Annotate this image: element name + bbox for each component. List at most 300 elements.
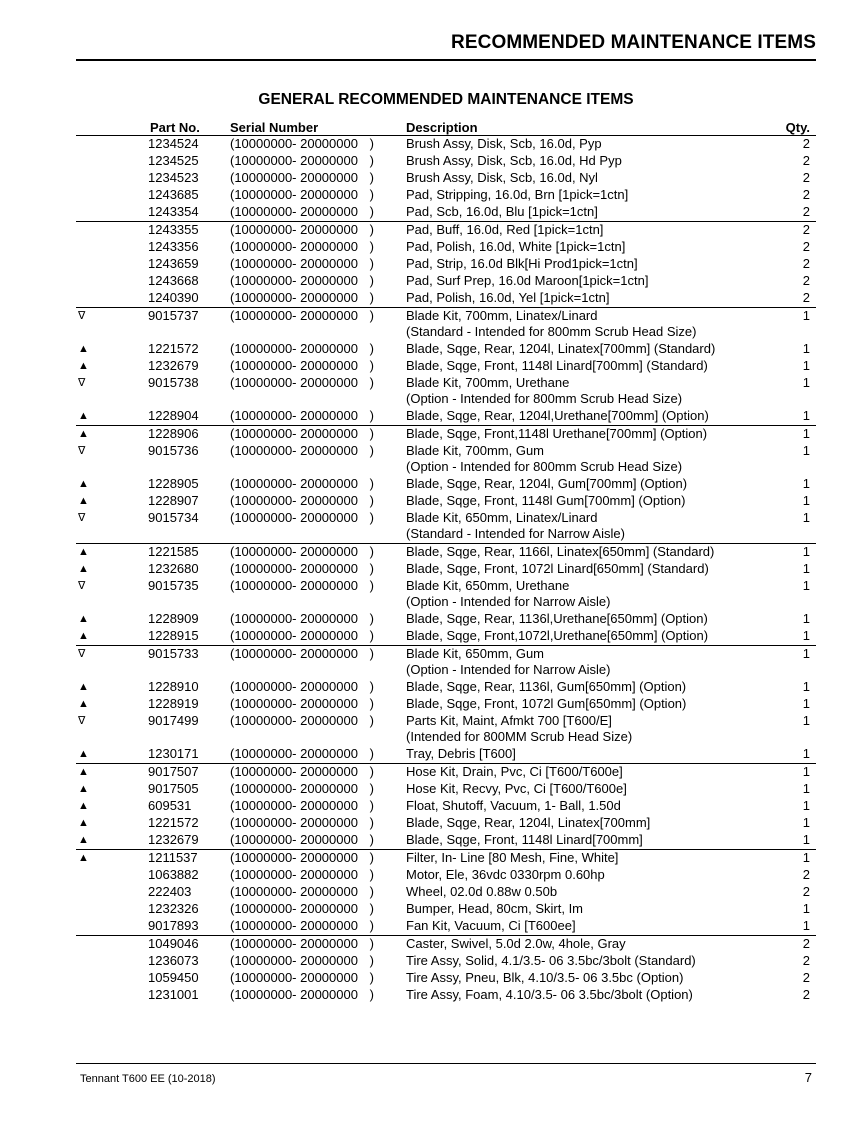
table-row <box>76 628 816 646</box>
table-row <box>76 970 816 987</box>
part-number: 1234523 <box>148 170 199 185</box>
serial-range: (10000000- 20000000 <box>230 936 358 951</box>
kit-marker-icon: ∇ <box>78 377 86 389</box>
kit-marker-icon: ∇ <box>76 646 146 680</box>
quantity: 1 <box>778 308 816 342</box>
serial-close: ) <box>369 170 374 185</box>
description-line: Filter, In- Line [80 Mesh, Fine, White] <box>406 850 619 865</box>
serial-range: (10000000- 20000000 <box>230 764 358 779</box>
description <box>406 679 778 696</box>
row-marker <box>76 204 146 222</box>
part-number: 9015736 <box>148 443 199 458</box>
serial-range: (10000000- 20000000 <box>230 290 358 305</box>
serial-close: ) <box>369 987 374 1002</box>
kit-component-marker-icon: ▲ <box>78 630 89 642</box>
part-number: 609531 <box>148 798 192 813</box>
part-number: 1228907 <box>148 493 199 508</box>
part-number: 1232679 <box>148 832 199 847</box>
table-row <box>76 713 816 746</box>
serial-close: ) <box>369 850 374 865</box>
serial-close: ) <box>369 815 374 830</box>
quantity: 1 <box>802 798 810 813</box>
description-line: Blade, Sqge, Front, 1148l Gum[700mm] (Option) <box>406 493 686 508</box>
table-row <box>76 679 816 696</box>
serial-close: ) <box>369 679 374 694</box>
serial-close: ) <box>369 358 374 373</box>
table-row <box>76 578 816 611</box>
serial-close: ) <box>369 290 374 305</box>
serial-close: ) <box>369 239 374 254</box>
kit-component-marker-icon: ▲ <box>78 800 89 812</box>
description <box>406 884 778 901</box>
serial-number <box>230 256 406 273</box>
part-number: 1232326 <box>148 901 199 916</box>
serial-range: (10000000- 20000000 <box>230 204 358 219</box>
description-line: Blade, Sqge, Front,1072l,Urethane[650mm] (Option) <box>406 628 709 643</box>
serial-close: ) <box>369 544 374 559</box>
serial-number <box>230 953 406 970</box>
serial-range: (10000000- 20000000 <box>230 493 358 508</box>
description <box>406 746 778 764</box>
table-row <box>76 510 816 544</box>
part-number: 1236073 <box>148 953 199 968</box>
description-line: Pad, Polish, 16.0d, Yel [1pick=1ctn] <box>406 290 610 305</box>
serial-range: (10000000- 20000000 <box>230 561 358 576</box>
part-number: 1059450 <box>148 970 199 985</box>
serial-number <box>230 136 406 154</box>
table-row <box>76 308 816 342</box>
description <box>406 358 778 375</box>
serial-close: ) <box>369 308 374 323</box>
part-number: 9015738 <box>148 375 199 390</box>
quantity: 1 <box>802 408 810 423</box>
serial-range: (10000000- 20000000 <box>230 187 358 202</box>
table-row <box>76 222 816 240</box>
serial-close: ) <box>369 136 374 151</box>
page-number: 7 <box>804 1070 812 1085</box>
description-line: Tire Assy, Solid, 4.1/3.5- 06 3.5bc/3bolt (Standard) <box>406 953 696 968</box>
row-marker <box>76 953 146 970</box>
table-row <box>76 408 816 426</box>
description-line: Blade, Sqge, Rear, 1204l, Linatex[700mm] <box>406 815 651 830</box>
serial-close: ) <box>369 153 374 168</box>
serial-range: (10000000- 20000000 <box>230 850 358 865</box>
description-line: Tire Assy, Pneu, Blk, 4.10/3.5- 06 3.5bc (Option) <box>406 970 684 985</box>
serial-close: ) <box>369 493 374 508</box>
table-row <box>76 746 816 764</box>
description-line: Blade, Sqge, Front, 1148l Linard[700mm] <box>406 832 643 847</box>
description <box>406 493 778 510</box>
quantity: 1 <box>802 746 810 761</box>
row-marker <box>76 290 146 308</box>
description-line: Blade Kit, 700mm, Linatex/Linard <box>406 308 598 323</box>
description <box>406 696 778 713</box>
description-note: (Option - Intended for Narrow Aisle) <box>406 594 611 609</box>
description-line: Fan Kit, Vacuum, Ci [T600ee] <box>406 918 576 933</box>
description <box>406 476 778 493</box>
serial-close: ) <box>369 578 374 593</box>
description <box>406 443 778 476</box>
serial-range: (10000000- 20000000 <box>230 628 358 643</box>
part-number: 9015734 <box>148 510 199 525</box>
table-row <box>76 476 816 493</box>
quantity: 2 <box>802 204 810 219</box>
row-marker <box>76 256 146 273</box>
part-number: 9015737 <box>146 308 230 342</box>
row-marker <box>76 970 146 987</box>
description-line: Blade Kit, 650mm, Linatex/Linard <box>406 510 598 525</box>
description-note: (Option - Intended for 800mm Scrub Head Size) <box>406 459 683 474</box>
serial-close: ) <box>369 341 374 356</box>
kit-component-marker-icon: ▲ <box>78 698 89 710</box>
part-number: 9017507 <box>146 764 230 782</box>
quantity: 2 <box>802 970 810 985</box>
serial-number <box>230 273 406 290</box>
description <box>406 222 778 240</box>
footer-document-id: Tennant T600 EE (10-2018) <box>80 1073 216 1085</box>
serial-range: (10000000- 20000000 <box>230 358 358 373</box>
description <box>406 628 778 646</box>
part-number: 1243685 <box>148 187 199 202</box>
row-marker <box>76 987 146 1004</box>
serial-range: (10000000- 20000000 <box>230 696 358 711</box>
description-note: (Standard - Intended for Narrow Aisle) <box>406 526 625 541</box>
description-line: Pad, Surf Prep, 16.0d Maroon[1pick=1ctn] <box>406 273 649 288</box>
row-marker <box>76 273 146 290</box>
serial-range: (10000000- 20000000 <box>230 239 358 254</box>
serial-number <box>230 884 406 901</box>
serial-number <box>230 781 406 798</box>
quantity: 1 <box>802 443 810 458</box>
quantity: 1 <box>802 901 810 916</box>
description <box>406 764 778 782</box>
kit-component-marker-icon: ▲ <box>78 410 89 422</box>
table-row <box>76 764 816 782</box>
description <box>406 308 778 342</box>
serial-number <box>230 153 406 170</box>
part-number: 1228906 <box>146 426 230 444</box>
page-header-title: RECOMMENDED MAINTENANCE ITEMS <box>451 32 816 53</box>
serial-close: ) <box>369 443 374 458</box>
row-marker <box>76 901 146 918</box>
serial-range: (10000000- 20000000 <box>230 136 358 151</box>
description-line: Pad, Scb, 16.0d, Blu [1pick=1ctn] <box>406 204 598 219</box>
serial-number <box>230 341 406 358</box>
part-number: 1243354 <box>148 204 199 219</box>
description-line: Blade, Sqge, Front,1148l Urethane[700mm] (Option) <box>406 426 708 441</box>
quantity: 1 <box>778 544 816 562</box>
kit-marker-icon: ∇ <box>78 715 86 727</box>
description <box>406 901 778 918</box>
kit-component-marker-icon: ▲ <box>78 360 89 372</box>
quantity: 1 <box>802 375 810 390</box>
kit-component-marker-icon: ▲ <box>76 426 146 444</box>
quantity: 1 <box>778 646 816 680</box>
description-line: Caster, Swivel, 5.0d 2.0w, 4hole, Gray <box>406 936 626 951</box>
serial-number <box>230 850 406 868</box>
serial-number <box>230 561 406 578</box>
table-row <box>76 918 816 936</box>
quantity: 1 <box>802 493 810 508</box>
description <box>406 375 778 408</box>
description-line: Blade, Sqge, Front, 1072l Linard[650mm] (Standard) <box>406 561 709 576</box>
serial-number <box>230 408 406 426</box>
kit-component-marker-icon: ▲ <box>78 495 89 507</box>
serial-range: (10000000- 20000000 <box>230 713 358 728</box>
description-line: Brush Assy, Disk, Scb, 16.0d, Nyl <box>406 170 598 185</box>
table-row <box>76 696 816 713</box>
table-row <box>76 781 816 798</box>
description-line: Hose Kit, Recvy, Pvc, Ci [T600/T600e] <box>406 781 627 796</box>
part-number: 1228905 <box>148 476 199 491</box>
part-number: 1221585 <box>146 544 230 562</box>
row-marker <box>76 884 146 901</box>
table-row <box>76 358 816 375</box>
table-row <box>76 815 816 832</box>
description-line: Bumper, Head, 80cm, Skirt, Im <box>406 901 584 916</box>
part-number: 1243659 <box>148 256 199 271</box>
quantity: 2 <box>802 867 810 882</box>
serial-close: ) <box>369 646 374 661</box>
part-number: 1234524 <box>148 136 199 151</box>
part-number: 1221572 <box>148 815 199 830</box>
quantity: 2 <box>802 290 810 305</box>
description <box>406 544 778 562</box>
table-row <box>76 170 816 187</box>
part-number: 1228919 <box>148 696 199 711</box>
serial-range: (10000000- 20000000 <box>230 341 358 356</box>
serial-close: ) <box>369 476 374 491</box>
serial-close: ) <box>369 918 374 933</box>
description-line: Blade, Sqge, Front, 1072l Gum[650mm] (Option) <box>406 696 687 711</box>
description <box>406 136 778 154</box>
serial-close: ) <box>369 561 374 576</box>
serial-close: ) <box>369 832 374 847</box>
serial-number <box>230 987 406 1004</box>
serial-range: (10000000- 20000000 <box>230 273 358 288</box>
serial-close: ) <box>369 764 374 779</box>
description <box>406 781 778 798</box>
serial-close: ) <box>369 273 374 288</box>
serial-range: (10000000- 20000000 <box>230 476 358 491</box>
part-number: 222403 <box>148 884 192 899</box>
serial-close: ) <box>369 375 374 390</box>
description <box>406 850 778 868</box>
quantity: 2 <box>802 136 810 151</box>
serial-range: (10000000- 20000000 <box>230 375 358 390</box>
serial-number <box>230 170 406 187</box>
description <box>406 987 778 1004</box>
part-number: 9015735 <box>148 578 199 593</box>
kit-component-marker-icon: ▲ <box>78 613 89 625</box>
table-row <box>76 798 816 815</box>
serial-number <box>230 679 406 696</box>
row-marker <box>76 222 146 240</box>
serial-close: ) <box>369 798 374 813</box>
serial-close: ) <box>369 256 374 271</box>
kit-component-marker-icon: ▲ <box>78 478 89 490</box>
serial-number <box>230 308 406 342</box>
description <box>406 953 778 970</box>
part-number: 1228904 <box>148 408 199 423</box>
description-line: Blade, Sqge, Rear, 1204l, Linatex[700mm] (Standard) <box>406 341 716 356</box>
serial-number <box>230 918 406 936</box>
part-number: 1063882 <box>148 867 199 882</box>
serial-number <box>230 798 406 815</box>
header-qty: Qty. <box>778 117 816 136</box>
header-description: Description <box>406 117 778 136</box>
serial-range: (10000000- 20000000 <box>230 611 358 626</box>
description-line: Brush Assy, Disk, Scb, 16.0d, Hd Pyp <box>406 153 622 168</box>
quantity: 1 <box>802 561 810 576</box>
serial-close: ) <box>369 408 374 423</box>
serial-number <box>230 544 406 562</box>
row-marker <box>76 867 146 884</box>
quantity: 1 <box>802 510 810 525</box>
quantity: 2 <box>802 256 810 271</box>
description <box>406 170 778 187</box>
row-marker <box>76 136 146 154</box>
description-line: Blade, Sqge, Rear, 1204l,Urethane[700mm] (Option) <box>406 408 709 423</box>
description <box>406 204 778 222</box>
kit-component-marker-icon: ▲ <box>76 544 146 562</box>
description-line: Blade Kit, 700mm, Gum <box>406 443 544 458</box>
table-row <box>76 884 816 901</box>
serial-range: (10000000- 20000000 <box>230 426 358 441</box>
serial-number <box>230 187 406 204</box>
description-note: (Option - Intended for Narrow Aisle) <box>406 662 611 677</box>
serial-range: (10000000- 20000000 <box>230 798 358 813</box>
quantity: 2 <box>778 222 816 240</box>
description-line: Parts Kit, Maint, Afmkt 700 [T600/E] <box>406 713 612 728</box>
quantity: 2 <box>802 884 810 899</box>
serial-close: ) <box>369 510 374 525</box>
serial-close: ) <box>369 953 374 968</box>
description <box>406 510 778 544</box>
serial-close: ) <box>369 426 374 441</box>
serial-number <box>230 764 406 782</box>
quantity: 2 <box>802 170 810 185</box>
kit-component-marker-icon: ▲ <box>78 783 89 795</box>
description <box>406 798 778 815</box>
part-number: 9015733 <box>146 646 230 680</box>
table-row <box>76 426 816 444</box>
quantity: 1 <box>778 426 816 444</box>
serial-close: ) <box>369 936 374 951</box>
serial-number <box>230 426 406 444</box>
table-row <box>76 341 816 358</box>
part-number: 1049046 <box>146 936 230 954</box>
serial-number <box>230 936 406 954</box>
quantity: 1 <box>802 918 810 933</box>
description-note: (Intended for 800MM Scrub Head Size) <box>406 729 633 744</box>
serial-close: ) <box>369 696 374 711</box>
description-line: Blade, Sqge, Front, 1148l Linard[700mm] (Standard) <box>406 358 708 373</box>
description <box>406 970 778 987</box>
serial-range: (10000000- 20000000 <box>230 953 358 968</box>
description <box>406 611 778 628</box>
serial-number <box>230 239 406 256</box>
description <box>406 832 778 850</box>
quantity: 2 <box>802 239 810 254</box>
part-number: 1221572 <box>148 341 199 356</box>
header-part-no: Part No. <box>146 117 230 136</box>
serial-number <box>230 493 406 510</box>
quantity: 1 <box>802 696 810 711</box>
table-row <box>76 443 816 476</box>
table-row <box>76 153 816 170</box>
description <box>406 153 778 170</box>
quantity: 2 <box>802 153 810 168</box>
part-number: 1243356 <box>148 239 199 254</box>
description-line: Motor, Ele, 36vdc 0330rpm 0.60hp <box>406 867 605 882</box>
table-row <box>76 867 816 884</box>
table-row <box>76 375 816 408</box>
table-row <box>76 561 816 578</box>
description-line: Blade, Sqge, Rear, 1166l, Linatex[650mm] (Standard) <box>406 544 715 559</box>
description <box>406 273 778 290</box>
description <box>406 426 778 444</box>
quantity: 2 <box>802 273 810 288</box>
description-note: (Standard - Intended for 800mm Scrub Head Size) <box>406 324 697 339</box>
serial-range: (10000000- 20000000 <box>230 884 358 899</box>
serial-number <box>230 476 406 493</box>
serial-close: ) <box>369 611 374 626</box>
kit-marker-icon: ∇ <box>78 580 86 592</box>
parts-table-body <box>76 136 816 1005</box>
serial-close: ) <box>369 781 374 796</box>
description-line: Wheel, 02.0d 0.88w 0.50b <box>406 884 558 899</box>
serial-range: (10000000- 20000000 <box>230 867 358 882</box>
quantity: 1 <box>802 679 810 694</box>
parts-table <box>76 117 816 1004</box>
serial-range: (10000000- 20000000 <box>230 222 358 237</box>
quantity: 1 <box>778 764 816 782</box>
part-number: 1228909 <box>148 611 199 626</box>
serial-number <box>230 970 406 987</box>
serial-number <box>230 204 406 222</box>
serial-number <box>230 510 406 544</box>
description <box>406 256 778 273</box>
serial-range: (10000000- 20000000 <box>230 679 358 694</box>
quantity: 2 <box>802 953 810 968</box>
description <box>406 936 778 954</box>
part-number: 1211537 <box>146 850 230 868</box>
quantity: 1 <box>802 781 810 796</box>
serial-number <box>230 290 406 308</box>
part-number: 9017893 <box>148 918 199 933</box>
table-row <box>76 239 816 256</box>
kit-component-marker-icon: ▲ <box>78 834 89 846</box>
serial-number <box>230 358 406 375</box>
section-title: GENERAL RECOMMENDED MAINTENANCE ITEMS <box>258 91 634 108</box>
description-line: Blade, Sqge, Rear, 1136l, Gum[650mm] (Option) <box>406 679 687 694</box>
serial-close: ) <box>369 187 374 202</box>
row-marker <box>76 918 146 936</box>
kit-marker-icon: ∇ <box>78 445 86 457</box>
description-line: Pad, Stripping, 16.0d, Brn [1pick=1ctn] <box>406 187 629 202</box>
quantity: 1 <box>802 815 810 830</box>
quantity: 1 <box>802 611 810 626</box>
table-row <box>76 901 816 918</box>
description <box>406 187 778 204</box>
serial-range: (10000000- 20000000 <box>230 170 358 185</box>
quantity: 2 <box>802 187 810 202</box>
serial-range: (10000000- 20000000 <box>230 918 358 933</box>
description <box>406 578 778 611</box>
table-row <box>76 204 816 222</box>
part-number: 1232680 <box>148 561 199 576</box>
